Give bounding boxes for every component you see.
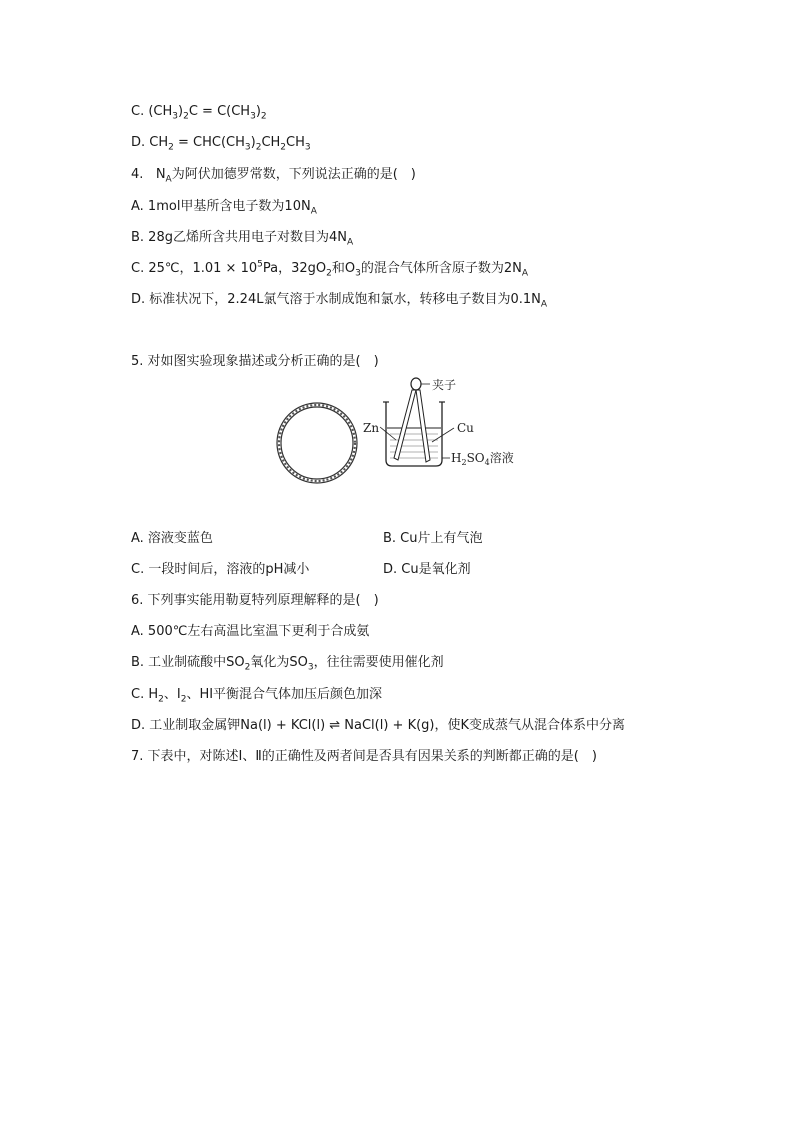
experiment-diagram [270, 372, 530, 492]
q4-option-c: C. 25℃，$1.01 \times 10^5Pa$，$32gO_2$和$O_3$的混合气体所含原子数为$2N_A$ [131, 259, 528, 279]
q6-option-d: D. 工业制取金属钾Na(l) + KCl(l) ⇌ NaCl(l) + K(g)，使K变成蒸气从混合体系中分离 [131, 718, 626, 733]
q6-option-b: B. 工业制硫酸中$SO_2$氧化为$SO_3$，往往需要使用催化剂 [131, 655, 444, 673]
electrodes [394, 390, 430, 462]
q5-option-b: B. Cu片上有气泡 [383, 531, 483, 546]
q6-option-a: A. 500℃左右高温比室温下更利于合成氨 [131, 624, 370, 639]
q4-stem: 4. $N_A$为阿伏加德罗常数，下列说法正确的是( ) [131, 167, 416, 185]
q5-option-c: C. 一段时间后，溶液的pH减小 [131, 562, 310, 577]
ring-artifact [277, 403, 357, 483]
q4-option-a: A. 1mol甲基所含电子数为$10N_A$ [131, 199, 317, 217]
clip-label: 夹子 [432, 378, 457, 392]
q5-option-a: A. 溶液变蓝色 [131, 531, 213, 546]
solution-label: $H_2SO_4$溶液 [451, 451, 514, 467]
q3-option-d: D. $CH_2 = CHC(CH_3)_2CH_2CH_3$ [131, 135, 311, 153]
q7-stem: 7. 下表中，对陈述Ⅰ、Ⅱ的正确性及两者间是否具有因果关系的判断都正确的是( ) [131, 749, 597, 764]
q6-stem: 6. 下列事实能用勒夏特列原理解释的是( ) [131, 593, 379, 608]
zinc-label: Zn [363, 421, 380, 435]
clip [411, 378, 430, 390]
q6-option-c: C. $H_2$、$I_2$、HI平衡混合气体加压后颜色加深 [131, 687, 383, 705]
q4-option-d: D. 标准状况下，2.24L氯气溶于水制成饱和氯水，转移电子数目为$0.1N_A$ [131, 292, 548, 310]
q5-stem: 5. 对如图实验现象描述或分析正确的是( ) [131, 354, 379, 369]
q5-figure [270, 372, 530, 492]
copper-label: Cu [457, 421, 474, 435]
q4-option-b: B. 28g乙烯所含共用电子对数目为$4N_A$ [131, 230, 354, 248]
q5-option-d: D. Cu是氧化剂 [383, 562, 471, 577]
beaker [383, 402, 445, 466]
q3-option-c: C. $(CH_3)_2C = C(CH_3)_2$ [131, 104, 267, 122]
